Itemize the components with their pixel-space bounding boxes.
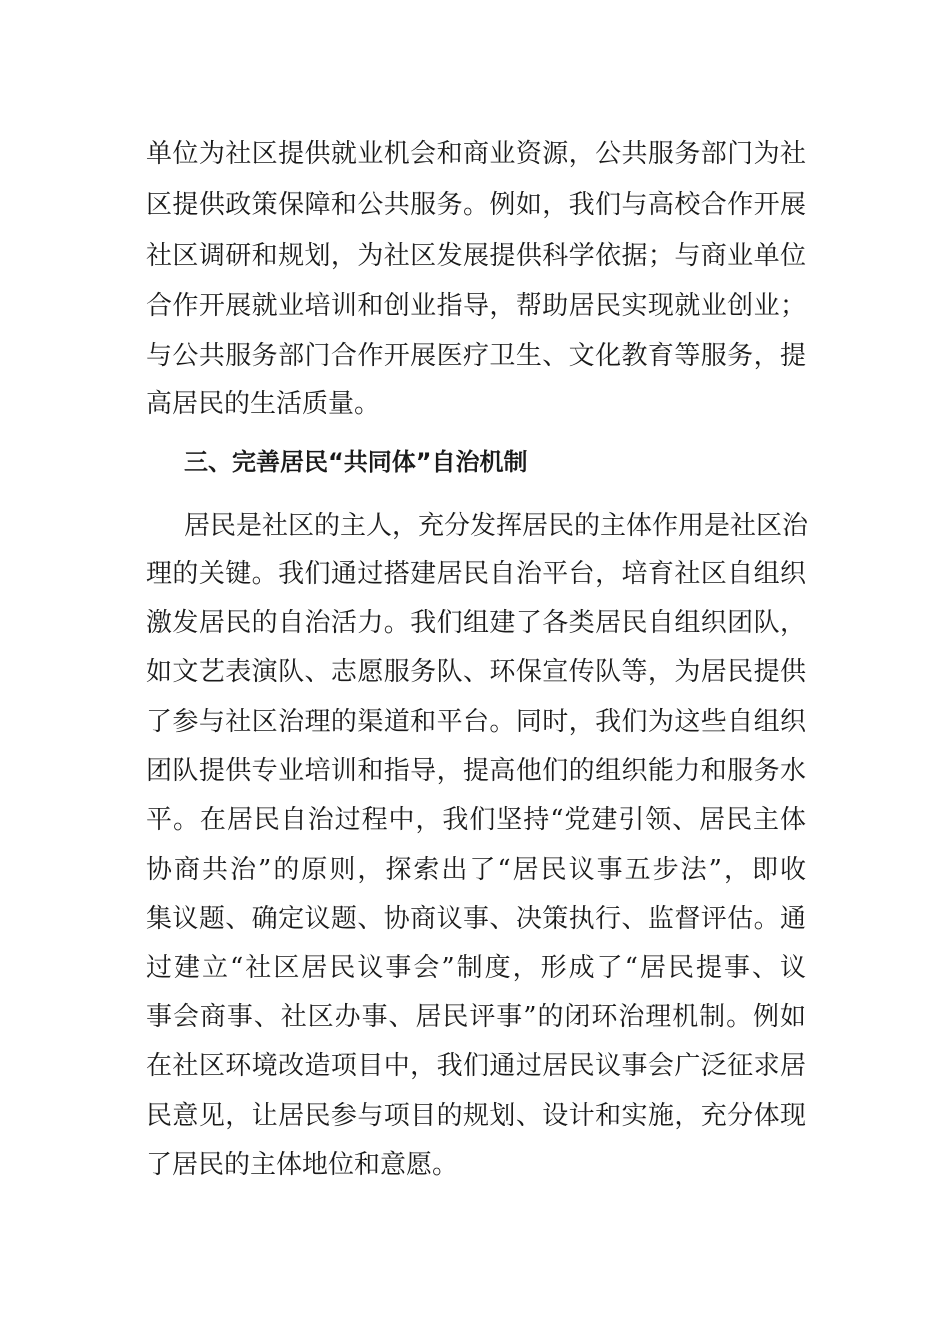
paragraph-1-line-3: 社区调研和规划，为社区发展提供科学依据；与商业单位 <box>146 241 806 271</box>
paragraph-1-line-1: 单位为社区提供就业机会和商业资源，公共服务部门为社 <box>146 139 806 169</box>
paragraph-2-line-1: 居民是社区的主人，充分发挥居民的主体作用是社区治 <box>184 511 809 541</box>
section-heading: 三、完善居民“共同体”自治机制 <box>184 448 528 476</box>
paragraph-2-line-11: 事会商事、社区办事、居民评事”的闭环治理机制。例如 <box>146 1002 806 1032</box>
paragraph-2-line-12: 在社区环境改造项目中，我们通过居民议事会广泛征求居 <box>146 1051 806 1081</box>
paragraph-2-line-6: 团队提供专业培训和指导，提高他们的组织能力和服务水 <box>146 756 806 786</box>
paragraph-1-line-5: 与公共服务部门合作开展医疗卫生、文化教育等服务，提 <box>146 341 806 371</box>
paragraph-2-line-5: 了参与社区治理的渠道和平台。同时，我们为这些自组织 <box>146 707 806 737</box>
paragraph-2-line-8: 协商共治”的原则，探索出了“居民议事五步法”，即收 <box>146 855 806 885</box>
paragraph-1-line-4: 合作开展就业培训和创业指导，帮助居民实现就业创业； <box>146 291 806 321</box>
paragraph-2-line-2: 理的关键。我们通过搭建居民自治平台，培育社区自组织 <box>146 559 806 589</box>
paragraph-2-line-10: 过建立“社区居民议事会”制度，形成了“居民提事、议 <box>146 953 806 983</box>
paragraph-2-line-3: 激发居民的自治活力。我们组建了各类居民自组织团队， <box>146 608 806 638</box>
paragraph-2-line-13: 民意见，让居民参与项目的规划、设计和实施，充分体现 <box>146 1101 806 1131</box>
paragraph-2-line-4: 如文艺表演队、志愿服务队、环保宣传队等，为居民提供 <box>146 657 806 687</box>
paragraph-1-line-2: 区提供政策保障和公共服务。例如，我们与高校合作开展 <box>146 190 806 220</box>
paragraph-1-line-6: 高居民的生活质量。 <box>146 389 381 419</box>
paragraph-2-line-9: 集议题、确定议题、协商议事、决策执行、监督评估。通 <box>146 904 806 934</box>
paragraph-2-line-14: 了居民的主体地位和意愿。 <box>146 1150 459 1180</box>
paragraph-2-line-7: 平。在居民自治过程中，我们坚持“党建引领、居民主体 <box>146 805 806 835</box>
